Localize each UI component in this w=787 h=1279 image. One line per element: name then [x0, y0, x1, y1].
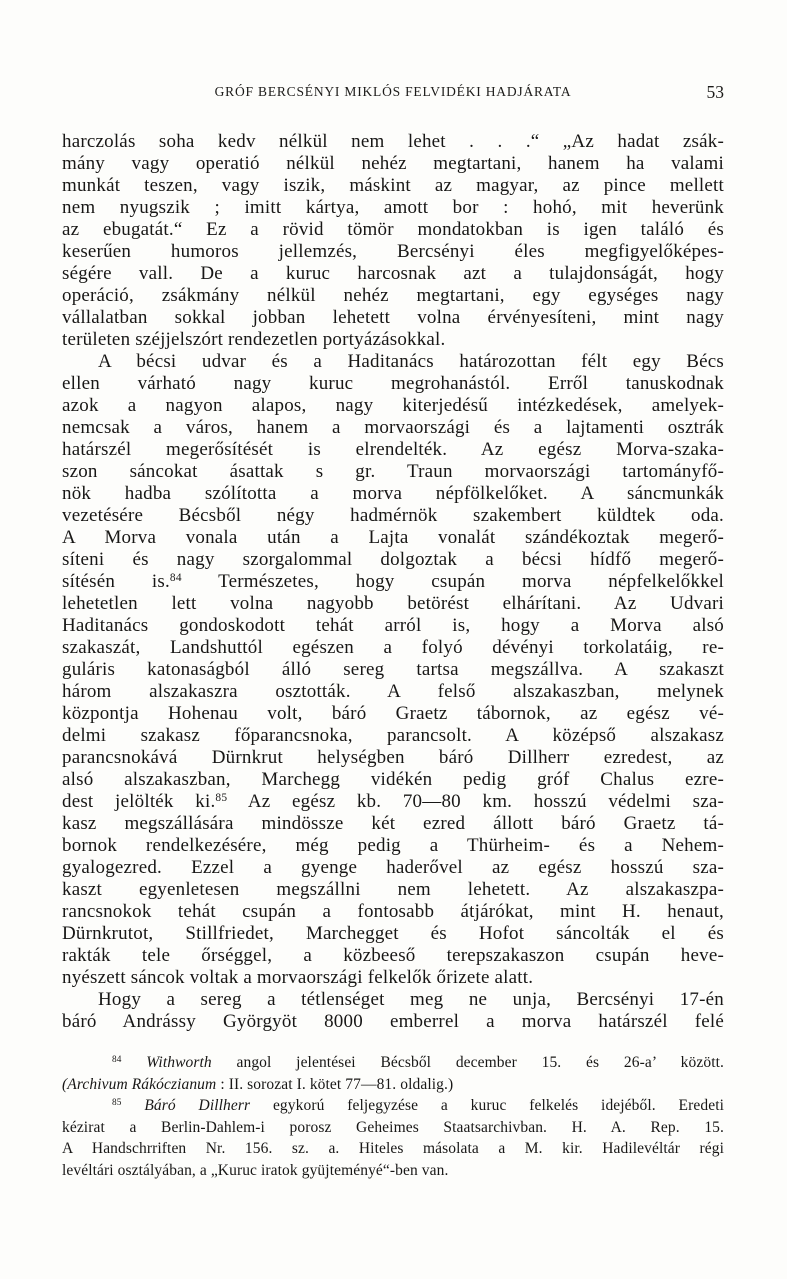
text-line: Hogy a sereg a tétlenséget meg ne unja, Bercsényi 17-én	[98, 989, 724, 1010]
text-line: parancsnokává Dürnkrut helységben báró Dillherr ezredest, az	[62, 747, 724, 768]
text-line: gyalogezred. Ezzel a gyenge haderővel az egész hosszú sza-	[62, 857, 724, 878]
text-line: báró Andrássy Györgyöt 8000 emberrel a morva határszél felé	[62, 1011, 724, 1032]
body-text	[62, 131, 724, 1033]
text-line: vezetésére Bécsből négy hadmérnök szakembert küldtek oda.	[62, 505, 724, 526]
footnote-marker: 84	[112, 1055, 122, 1066]
text-line: kasz megszállására mindössze két ezred állott báró Graetz tá-	[62, 813, 724, 834]
text-line: kaszt egyenletesen megszállni nem lehetett. Az alszakaszpa-	[62, 879, 724, 900]
text-line: rakták tele őrséggel, a közbeeső terepszakaszon csupán heve-	[62, 945, 724, 966]
text-line: nem nyugszik ; imitt kártya, amott bor : hohó, mit heverünk	[62, 197, 724, 218]
text-line: szon sáncokat ásattak s gr. Traun morvaországi tartományfő-	[62, 461, 724, 482]
text-line: rancsnokok tehát csupán a fontosabb átjárókat, mint H. henaut,	[62, 901, 724, 922]
footnote-marker: 85	[112, 1098, 122, 1109]
text-line: nök hadba szólította a morva népfölkelőket. A sáncmunkák	[62, 483, 724, 504]
page-number: 53	[706, 82, 724, 102]
text-line: központja Hohenau volt, báró Graetz tábornok, az egész vé-	[62, 703, 724, 724]
text-line: A bécsi udvar és a Haditanács határozottan félt egy Bécs	[98, 351, 724, 372]
text-line: síteni és nagy szorgalommal dolgoztak a bécsi hídfő megerő-	[62, 549, 724, 570]
text-line: operáció, zsákmány nélkül nehéz megtartani, egy egységes nagy	[62, 285, 724, 306]
text-line: delmi szakasz főparancsnoka, parancsolt. A középső alszakasz	[62, 725, 724, 746]
text-line: alsó alszakaszban, Marchegg vidékén pedig gróf Chalus ezre-	[62, 769, 724, 790]
footnote-marker: 84	[169, 572, 182, 585]
footnote-marker: 85	[215, 792, 228, 805]
text-line: guláris katonaságból álló sereg tartsa megszállva. A szakaszt	[62, 659, 724, 680]
text-line: mány vagy operatió nélkül nehéz megtartani, hanem ha valami	[62, 153, 724, 174]
text-line: bornok rendelkezésére, még pedig a Thürheim- és a Nehem-	[62, 835, 724, 856]
text-line: területen széjjelszórt rendezetlen portyázásokkal.	[62, 329, 446, 350]
text-line: lehetetlen lett volna nagyobb betörést elhárítani. Az Udvari	[62, 593, 724, 614]
text-line: ellen várható nagy kuruc megrohanástól. Erről tanuskodnak	[62, 373, 724, 394]
text-line: az ebugatát.“ Ez a rövid tömör mondatokban is igen találó és	[62, 219, 724, 240]
text-line: szakaszát, Landshuttól egészen a folyó dévényi torkolatáig, re-	[62, 637, 724, 658]
text-line: A Morva vonala után a Lajta vonalát szándékoztak megerő-	[62, 527, 724, 548]
text-line: nemcsak a város, hanem a morvaországi és a lajtamenti osztrák	[62, 417, 724, 438]
page-header	[62, 84, 724, 100]
text-line: (Archivum Rákóczianum : II. sorozat I. kötet 77—81. oldalig.)	[62, 1075, 454, 1093]
text-line: munkát teszen, vagy iszik, máskint az magyar, az pince mellett	[62, 175, 724, 196]
text-line: harczolás soha kedv nélkül nem lehet . . .“ „Az hadat zsák-	[62, 131, 724, 152]
text-line: kézirat a Berlin-Dahlem-i porosz Geheimes Staatsarchivban. H. A. Rep. 15.	[62, 1118, 724, 1136]
text-line: nyészett sáncok voltak a morvaországi felkelők őrizete alatt.	[62, 967, 534, 988]
running-title: GRÓF BERCSÉNYI MIKLÓS FELVIDÉKI HADJÁRATA	[214, 84, 572, 99]
text-line: azok a nagyon alapos, nagy kiterjedésű intézkedések, amelyek-	[62, 395, 724, 416]
text-line: határszél megerősítését is elrendelték. Az egész Morva-szaka-	[62, 439, 724, 460]
text-line: sítésén is.$^{84}$ Természetes, hogy csupán morva népfelkelőkkel	[62, 571, 725, 592]
footnotes	[62, 1052, 724, 1181]
text-line: $^{84}$ Withworth angol jelentései Bécsből december 15. és 26-a’ között.	[112, 1054, 724, 1071]
text-line: Dürnkrutot, Stillfriedet, Marchegget és Hofot sáncolták el és	[62, 923, 724, 944]
text-line: Haditanács gondoskodott tehát arról is, hogy a Morva alsó	[62, 615, 724, 636]
text-line: három alszakaszra osztották. A felső alszakaszban, melynek	[62, 681, 724, 702]
text-line: levéltári osztályában, a „Kuruc iratok gyüjteményé“-ben van.	[62, 1161, 449, 1179]
text-line: ségére vall. De a kuruc harcosnak azt a tulajdonságát, hogy	[62, 263, 724, 284]
text-line: A Handschrriften Nr. 156. sz. a. Hiteles másolata a M. kir. Hadilevéltár régi	[62, 1140, 724, 1157]
text-line: dest jelölték ki.$^{85}$ Az egész kb. 70—80 km. hosszú védelmi sza-	[62, 791, 724, 812]
text-line: keserűen humoros jellemzés, Bercsényi éles megfigyelőképes-	[62, 241, 724, 262]
text-line: vállalatban sokkal jobban lehetett volna érvényesíteni, mint nagy	[62, 307, 724, 328]
text-line: $^{85}$ Báró Dillherr egykorú feljegyzése a kuruc felkelés idejéből. Eredeti	[112, 1097, 725, 1114]
